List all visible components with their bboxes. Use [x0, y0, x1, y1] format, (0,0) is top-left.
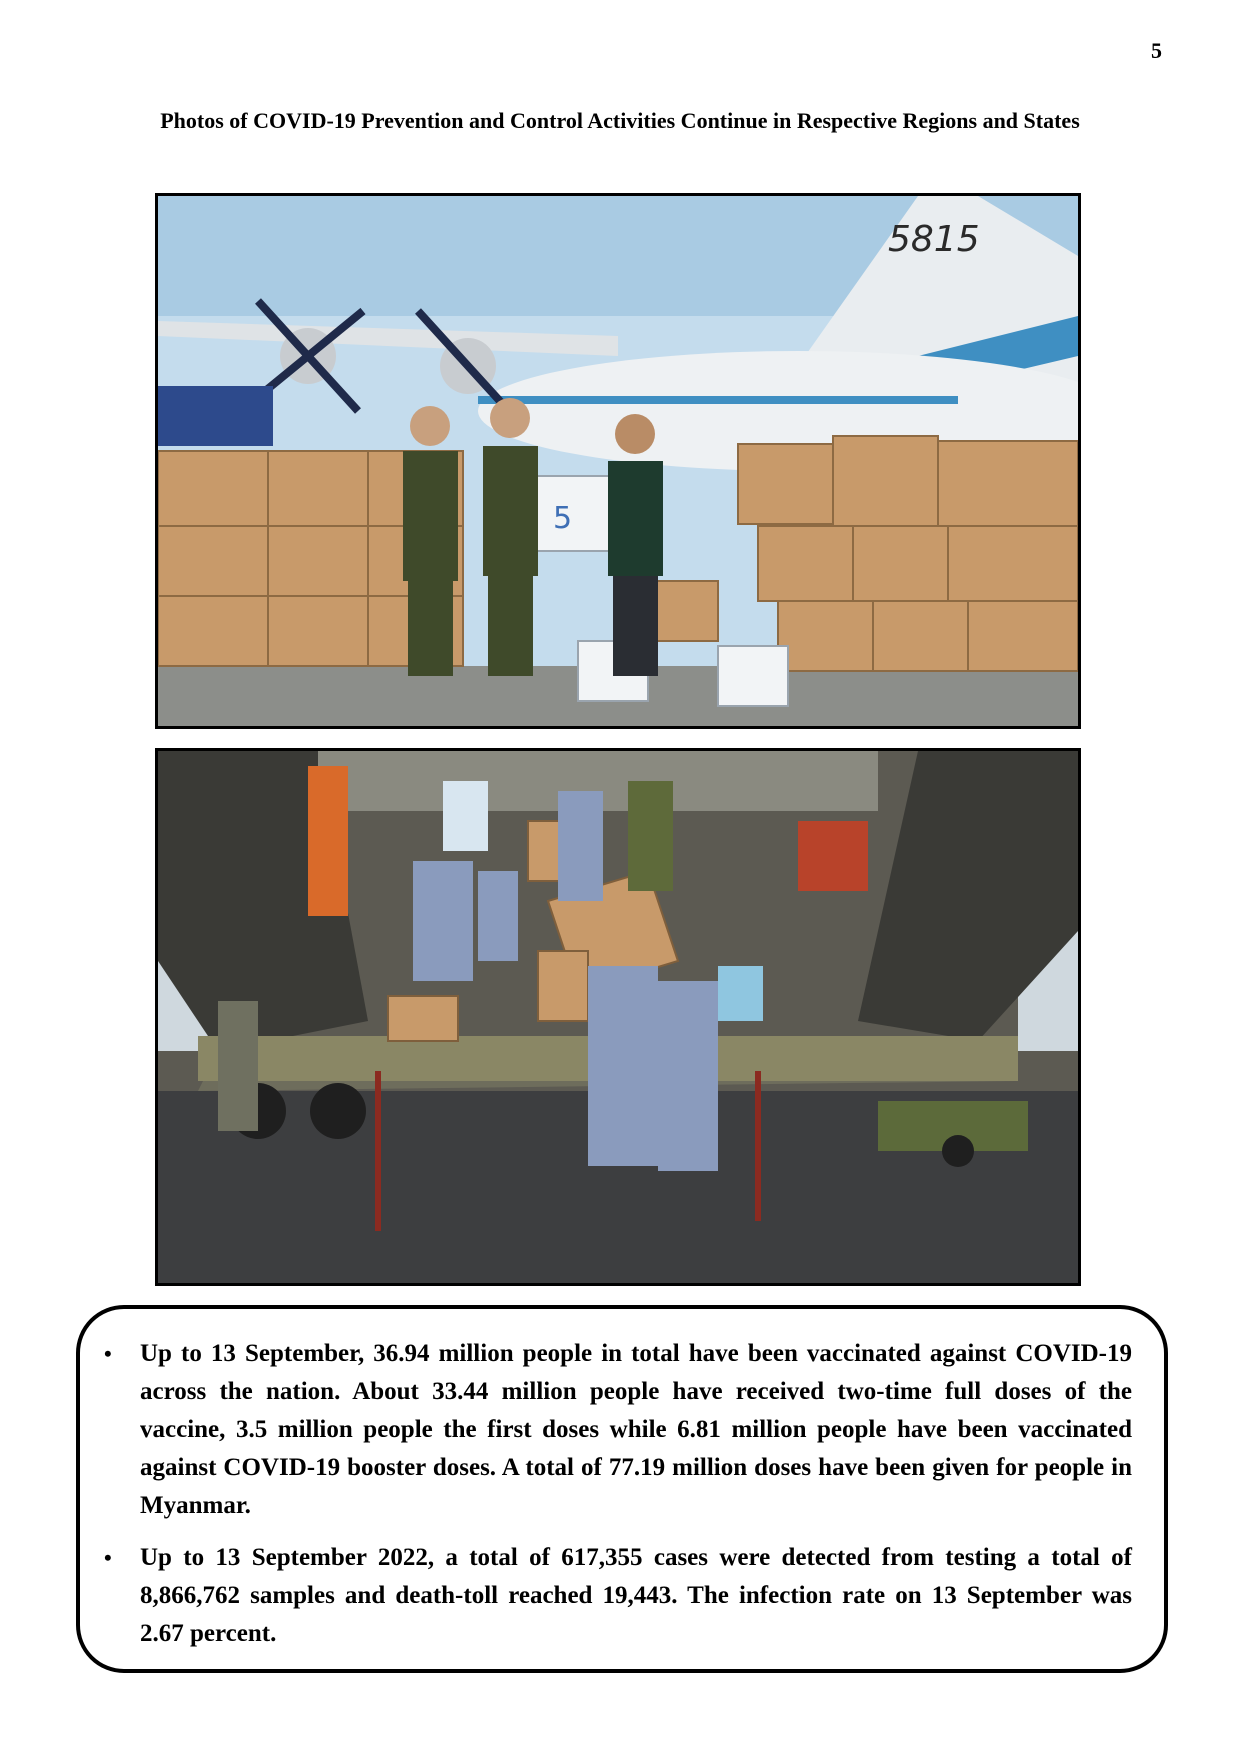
- info-box: [76, 1305, 1168, 1673]
- cases-text: Up to 13 September 2022, a total of 617,355 cases were detected from testing a total of 8,866,762 samples and death-toll reached 19,443. The infection rate on 13 September was 2.67 percent.: [140, 1544, 1132, 1647]
- tail-number: 5815: [888, 219, 980, 260]
- photo-vaccine-handover-image: [158, 196, 1078, 726]
- page-title: Photos of COVID-19 Prevention and Control Activities Continue in Respective Regions and States: [160, 108, 1080, 133]
- bullet-icon: •: [104, 1341, 112, 1366]
- photo-vaccine-handover: [155, 193, 1081, 729]
- bullet-icon: •: [104, 1545, 112, 1570]
- info-list: [104, 1335, 1132, 1653]
- list-item: [104, 1335, 1132, 1525]
- list-item: [104, 1539, 1132, 1653]
- box-label: 5: [553, 501, 573, 536]
- page-number: 5: [1151, 38, 1162, 63]
- photo-cargo-unloading-image: [158, 751, 1078, 1283]
- vaccination-text: Up to 13 September, 36.94 million people in total have been vaccinated against COVID-19 across the nation. About 33.44 million people have received two-time full doses of the vaccine, 3.5 million people the first doses while 6.81 million people have been vaccinated against COVID-19 booster doses. A total of 77.19 million doses have been given for people in Myanmar.: [140, 1340, 1132, 1519]
- photo-cargo-unloading: [155, 748, 1081, 1286]
